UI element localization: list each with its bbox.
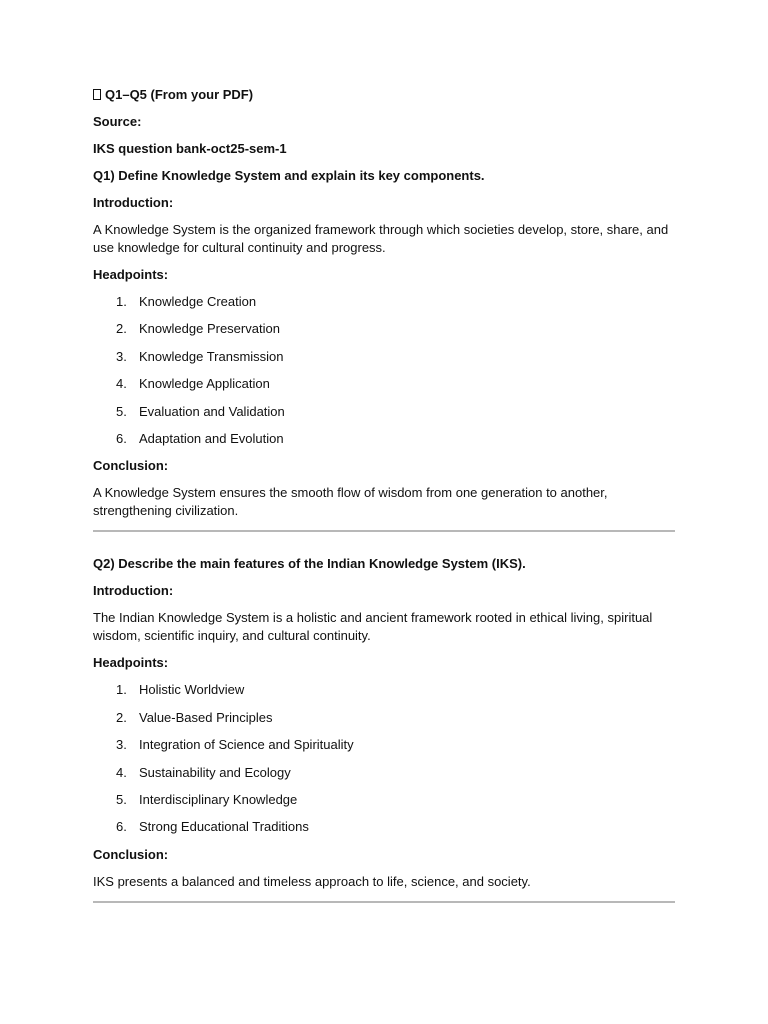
list-item [93,681,675,699]
headpoints-list [93,293,675,448]
list-item [93,818,675,836]
list-number: 6. [116,819,127,835]
list-item-text: Knowledge Preservation [139,321,280,337]
list-item-text: Strong Educational Traditions [139,819,309,835]
list-item-text: Knowledge Creation [139,294,257,309]
list-number: 3. [116,737,127,753]
headpoints-list [93,681,675,836]
list-item [93,709,675,727]
list-number: 2. [116,709,127,725]
introduction-text: The Indian Knowledge System is a holistic and ancient framework rooted in ethical living, spiritual wisdom, scientific inquiry, and cultural continuity. [93,610,653,644]
list-item [93,736,675,754]
introduction-text: A Knowledge System is the organized framework through which societies develop, store, share, and use knowledge for cultural continuity and progress. [93,222,669,255]
list-number: 5. [116,791,127,807]
source-label: Source: [93,114,142,129]
section-divider [93,530,675,532]
introduction-label: Introduction: [93,583,174,599]
introduction-label: Introduction: [93,195,174,210]
list-item-text: Interdisciplinary Knowledge [139,791,298,807]
question-2 [93,555,675,890]
source-value: IKS question bank-oct25-sem-1 [93,141,287,156]
question-heading: Q1) Define Knowledge System and explain its key components. [93,168,485,183]
document-title-text: Q1–Q5 (From your PDF) [105,87,254,102]
conclusion-text: IKS presents a balanced and timeless approach to life, science, and society. [93,873,531,889]
list-item [93,348,675,366]
list-number: 2. [116,321,127,337]
headpoints-label: Headpoints: [93,655,169,671]
list-item [93,375,675,393]
list-item-text: Knowledge Transmission [139,348,284,364]
question-heading: Q2) Describe the main features of the Indian Knowledge System (IKS). [93,556,526,572]
missing-glyph-icon [93,89,101,100]
document-page [93,86,675,926]
list-item [93,320,675,338]
list-item-text: Value-Based Principles [139,709,273,725]
document-title [93,86,675,104]
list-number: 5. [116,403,127,419]
list-item-text: Sustainability and Ecology [139,764,291,780]
list-item [93,293,675,311]
section-divider [93,901,675,903]
list-item [93,430,675,448]
list-number: 6. [116,430,127,446]
list-item-text: Adaptation and Evolution [139,430,284,446]
list-item-text: Evaluation and Validation [139,403,285,419]
list-item-text: Integration of Science and Spirituality [139,737,354,753]
conclusion-label: Conclusion: [93,458,169,474]
list-number: 1. [116,682,127,698]
list-item [93,403,675,421]
list-item [93,791,675,809]
list-number: 4. [116,764,127,780]
list-item-text: Knowledge Application [139,376,270,392]
list-item [93,764,675,782]
list-number: 3. [116,348,127,364]
conclusion-text: A Knowledge System ensures the smooth flow of wisdom from one generation to another, strengthening civilization. [93,485,608,519]
headpoints-label: Headpoints: [93,267,169,282]
conclusion-label: Conclusion: [93,846,169,862]
question-1 [93,167,675,520]
list-item-text: Holistic Worldview [139,682,245,698]
list-number: 1. [116,294,127,309]
list-number: 4. [116,376,127,392]
